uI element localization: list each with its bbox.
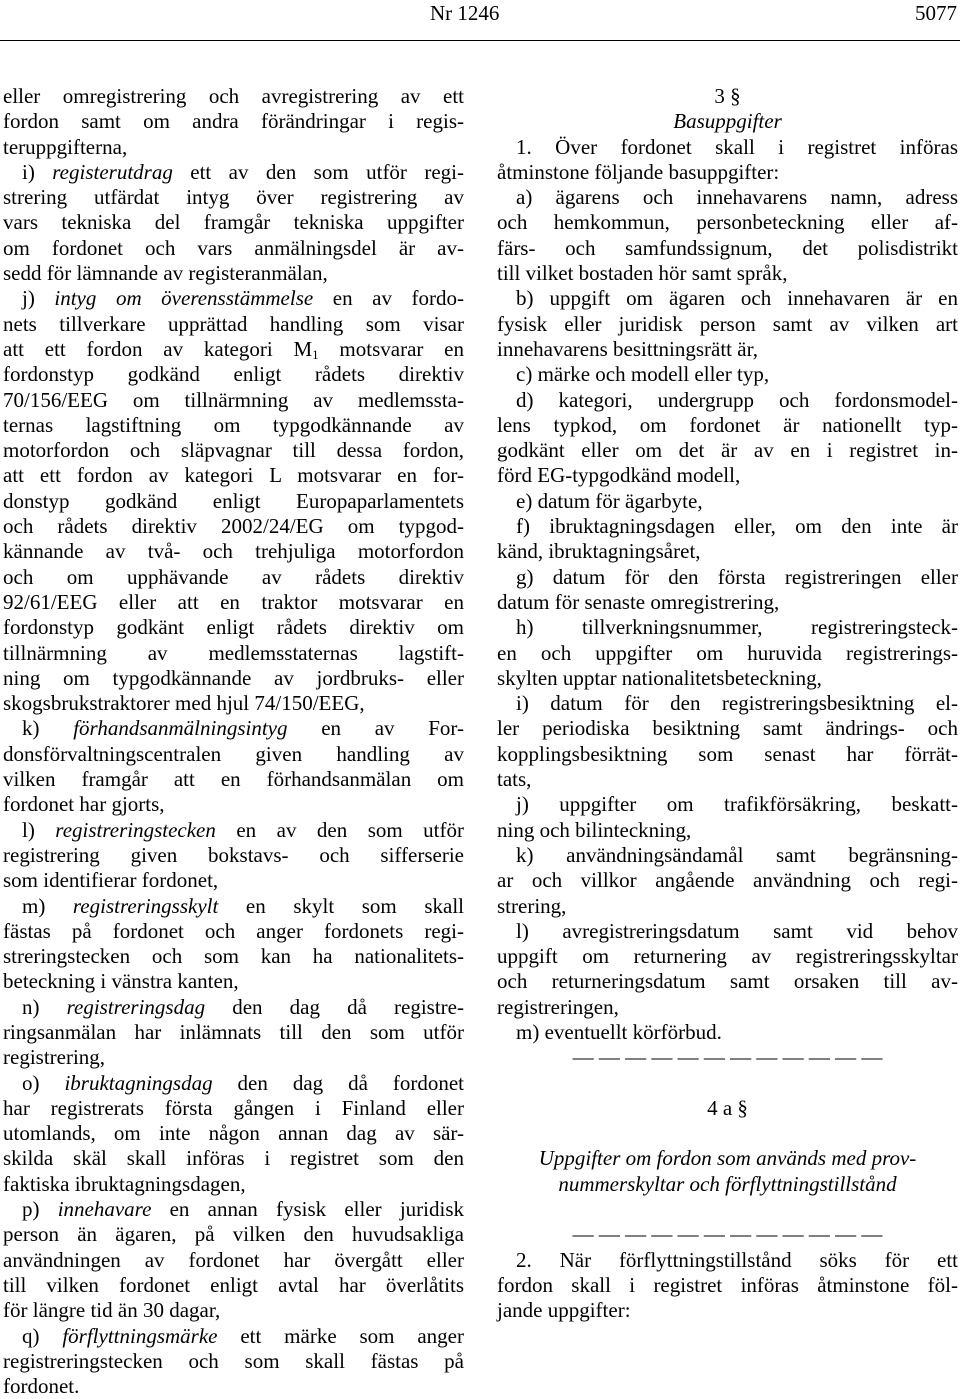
text-line: g) datum för den första registreringen eller: [516, 564, 958, 589]
section-title: nummerskyltar och förflyttningstillstånd: [558, 1171, 897, 1196]
text-line: att ett fordon av kategori L motsvarar en for-: [3, 463, 464, 488]
spacer: [497, 1197, 958, 1222]
text-line: färs- och samfundssignum, det polisdistrikt: [497, 235, 958, 260]
text-line: skilda skäl skall införas i registret som den: [3, 1146, 464, 1171]
text-line: a) ägarens och innehavarens namn, adress: [516, 185, 958, 210]
text-line: till vilken fordonet enligt avtal har överlåtits: [3, 1272, 464, 1297]
subscript: 1: [312, 346, 319, 362]
text-line: streringstecken och som kan ha nationalitets-: [3, 944, 464, 969]
left-column: [3, 84, 464, 1399]
text-line: teruppgifterna,: [3, 134, 128, 159]
text-line: p) innehavare en annan fysisk eller juridisk: [22, 1197, 465, 1222]
text-line: i) registerutdrag ett av den som utför regi-: [22, 159, 465, 184]
text-line: 1. Över fordonet skall i registret införas: [516, 134, 958, 159]
text-line: om fordonet och vars anmälningsdel är av-: [3, 235, 464, 260]
text-line: j) uppgifter om trafikförsäkring, beskatt-: [516, 792, 958, 817]
text-line: strering,: [497, 893, 567, 918]
text-line: person än ägaren, på vilken den huvudsakliga: [3, 1222, 464, 1247]
text-line: registreringstecken och som skall fästas på: [3, 1348, 464, 1373]
text-line: f) ibruktagningsdagen eller, om den inte är: [516, 514, 958, 539]
text-line: ternas lagstiftning om typgodkännande av: [3, 412, 464, 437]
defined-term: registerutdrag: [52, 159, 173, 184]
text-line: k) användningsändamål samt begränsning-: [516, 842, 958, 867]
defined-term: förflyttningsmärke: [62, 1323, 218, 1348]
text-line: h) tillverkningsnummer, registreringsteck-: [516, 615, 958, 640]
defined-term: innehavare: [57, 1197, 152, 1222]
text-line: vars tekniska del framgår tekniska uppgifter: [3, 210, 464, 235]
text-line: tats,: [497, 767, 532, 792]
text-line: innehavarens besittningsrätt är,: [497, 336, 758, 361]
text-line: användningen av fordonet har övergått eller: [3, 1247, 464, 1272]
text-line: sedd för lämnande av registeranmälan,: [3, 261, 328, 286]
text-line: nets tillverkare upprättad handling som visar: [3, 311, 464, 336]
defined-term: intyg om överensstämmelse: [54, 286, 314, 311]
text-line: åtminstone följande basuppgifter:: [497, 159, 780, 184]
text-line: skylten upptar nationalitetsbeteckning,: [497, 665, 822, 690]
text-line: har registrerats första gången i Finland eller: [3, 1095, 464, 1120]
separator-dashes: — — — — — — — — — — — —: [572, 1045, 883, 1070]
section-number: 3 §: [714, 84, 741, 108]
text-line: registrering given bokstavs- och sifferserie: [3, 842, 464, 867]
text-line: fästas på fordonet och anger fordonets regi-: [3, 918, 464, 943]
section-title: Uppgifter om fordon som används med prov-: [538, 1146, 917, 1171]
text-line: registreringen,: [497, 994, 619, 1019]
section-title: Basuppgifter: [673, 109, 782, 134]
text-line: tillnärmning av medlemsstaternas lagstift-: [3, 640, 464, 665]
text-line: lens typkod, om fordonet är nationellt typ-: [497, 412, 958, 437]
text-line: som identifierar fordonet,: [3, 868, 219, 893]
text-line: godkänt eller om det är av en i registret in-: [497, 438, 958, 463]
text-line: 92/61/EEG eller att en traktor motsvarar en: [3, 589, 464, 614]
page-header: [0, 0, 960, 41]
separator-dashes: — — — — — — — — — — — —: [572, 1222, 883, 1247]
defined-term: förhandsanmälningsintyg: [73, 716, 288, 741]
text-line: skogsbrukstraktorer med hjul 74/150/EEG,: [3, 691, 365, 716]
text-line: kopplingsbesiktning som senast har förrät-: [497, 741, 958, 766]
text-line: vilken framgår att en förhandsanmälan om: [3, 767, 464, 792]
text-line: fordonstyp godkänt enligt rådets direktiv om: [3, 615, 464, 640]
text-line: m) registreringsskylt en skylt som skall: [22, 893, 464, 918]
text-line: utomlands, om inte någon annan dag av sär-: [3, 1121, 464, 1146]
defined-term: registreringstecken: [55, 817, 216, 842]
text-line: l) avregistreringsdatum samt vid behov: [516, 918, 958, 943]
text-line: ringsanmälan har inlämnats till den som utför: [3, 1019, 464, 1044]
defined-term: registreringsdag: [66, 994, 206, 1019]
text-line: till vilket bostaden hör samt språk,: [497, 261, 788, 286]
text-line: ler periodiska besiktning samt ändrings- och: [497, 716, 958, 741]
text-line: c) märke och modell eller typ,: [516, 362, 770, 387]
text-line: i) datum för den registreringsbesiktning el-: [516, 691, 958, 716]
text-line: 2. När förflyttningstillstånd söks för ett: [516, 1247, 958, 1272]
text-line: och rådets direktiv 2002/24/EG om typgod-: [3, 514, 464, 539]
text-line: jande uppgifter:: [497, 1298, 631, 1323]
text-line: och om upphävande av rådets direktiv: [3, 564, 464, 589]
text-line: faktiska ibruktagningsdagen,: [3, 1171, 246, 1196]
text-line: fordon samt om andra förändringar i regis-: [3, 109, 464, 134]
text-line: fordonstyp godkänd enligt rådets direktiv: [3, 362, 464, 387]
text-line: en och uppgifter om huruvida registrerings-: [497, 640, 958, 665]
text-line: fysisk eller juridisk person samt av vilken art: [497, 311, 958, 336]
text-line: datum för senaste omregistrering,: [497, 589, 780, 614]
text-line: 70/156/EEG om tillnärmning av medlemssta-: [3, 387, 464, 412]
text-line: q) förflyttningsmärke ett märke som anger: [22, 1323, 464, 1348]
text-line: kännande av två- och trehjuliga motorfordon: [3, 539, 464, 564]
text-line: j) intyg om överensstämmelse en av fordo-: [22, 286, 464, 311]
defined-term: ibruktagningsdag: [64, 1070, 213, 1095]
text-line: fordonet har gjorts,: [3, 792, 165, 817]
text-line: och returneringsdatum samt orsaken till av-: [497, 969, 958, 994]
text-line: ning och bilinteckning,: [497, 817, 692, 842]
text-line: strering utfärdat intyg över registrering av: [3, 185, 464, 210]
text-line: motorfordon och släpvagnar till dessa fordon,: [3, 438, 464, 463]
text-line: o) ibruktagningsdag den dag då fordonet: [22, 1070, 464, 1095]
text-line: ar och villkor angående användning och regi-: [497, 868, 958, 893]
text-line: ning om typgodkännande av jordbruks- eller: [3, 665, 464, 690]
text-line: för längre tid än 30 dagar,: [3, 1298, 221, 1323]
text-line: beteckning i vänstra kanten,: [3, 969, 239, 994]
spacer: [497, 1071, 958, 1096]
text-line: förd EG-typgodkänd modell,: [497, 463, 741, 488]
text-line: fordon skall i registret införas åtminstone föl-: [497, 1272, 958, 1297]
text-line: att ett fordon av kategori $M_1$ motsvarar en: [3, 336, 464, 362]
text-line: registrering,: [3, 1045, 106, 1070]
text-line: känd, ibruktagningsåret,: [497, 539, 701, 564]
text-line: b) uppgift om ägaren och innehavaren är en: [516, 286, 958, 311]
section-number: 4 a §: [707, 1095, 748, 1120]
text-line: m) eventuellt körförbud.: [516, 1019, 722, 1044]
text-line: och hemkommun, personbeteckning eller af-: [497, 210, 958, 235]
statute-number: Nr 1246: [430, 1, 500, 25]
right-column: [497, 84, 958, 1324]
text-line: fordonet.: [3, 1374, 80, 1399]
text-line: l) registreringstecken en av den som utför: [22, 817, 464, 842]
text-line: n) registreringsdag den dag då registre-: [22, 994, 464, 1019]
spacer: [497, 1121, 958, 1146]
page-number: 5077: [915, 1, 957, 25]
text-line: uppgift om returnering av registreringsskyltar: [497, 944, 958, 969]
text-line: d) kategori, undergrupp och fordonsmodel-: [516, 387, 958, 412]
defined-term: registreringsskylt: [72, 893, 219, 918]
text-line: eller omregistrering och avregistrering av ett: [3, 84, 464, 108]
text-line: e) datum för ägarbyte,: [516, 488, 703, 513]
text-line: donsförvaltningscentralen given handling av: [3, 741, 464, 766]
text-line: k) förhandsanmälningsintyg en av For-: [22, 716, 464, 741]
text-line: donstyp godkänd enligt Europaparlamentets: [3, 488, 464, 513]
